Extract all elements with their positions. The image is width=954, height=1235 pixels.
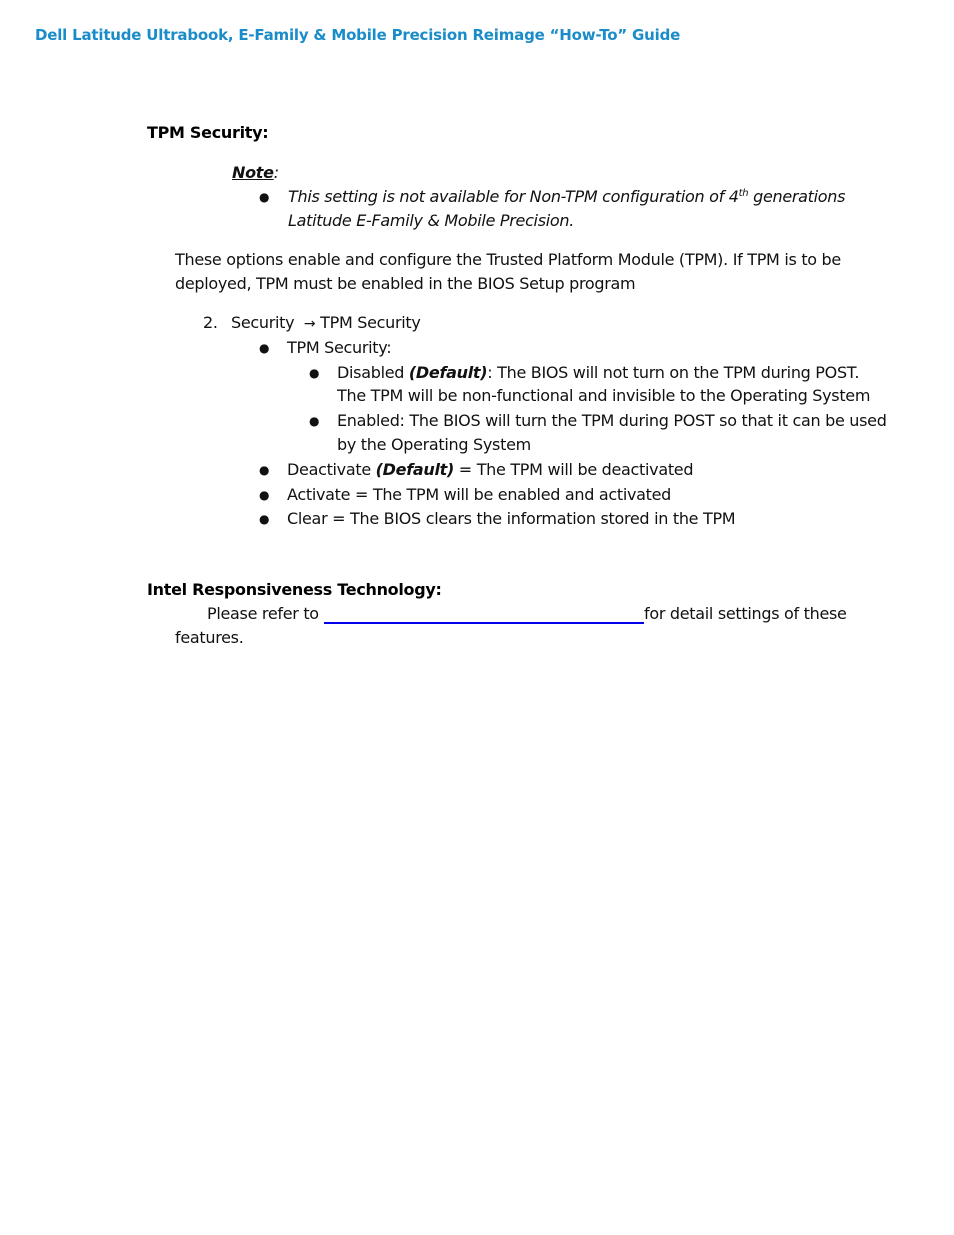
step-tpm-security: TPM Security — [320, 313, 421, 332]
refer-text-line2: features. — [175, 628, 244, 647]
note-text-sup: th — [738, 188, 749, 199]
step-number: 2. — [203, 313, 218, 332]
bullet-icon: ● — [259, 341, 270, 355]
note-text-line1 — [288, 185, 845, 209]
list-item-disabled-line2: The TPM will be non-functional and invisible to the Operating System — [337, 386, 871, 405]
note-colon: : — [273, 163, 279, 182]
disabled-label: Disabled — [337, 363, 409, 382]
step-path — [231, 311, 421, 336]
deactivate-text: = The TPM will be deactivated — [454, 460, 694, 479]
tpm-security-heading: TPM Security: — [147, 123, 269, 142]
refer-text-a: Please refer to — [207, 604, 319, 623]
bullet-icon: ● — [259, 190, 270, 204]
list-item-enabled-line2: by the Operating System — [337, 435, 531, 454]
disabled-text: : The BIOS will not turn on the TPM during POST. — [487, 363, 860, 382]
refer-text-b: for detail settings of these — [644, 604, 847, 623]
intro-paragraph-line2: deployed, TPM must be enabled in the BIOS Setup program — [175, 274, 636, 293]
intel-responsiveness-heading: Intel Responsiveness Technology: — [147, 580, 442, 599]
reference-link[interactable] — [324, 622, 644, 624]
list-item-deactivate — [287, 458, 693, 482]
note-text-line2: Latitude E-Family & Mobile Precision. — [288, 211, 575, 230]
intro-paragraph-line1: These options enable and configure the Trusted Platform Module (TPM). If TPM is to be — [175, 250, 841, 269]
document-header-title: Dell Latitude Ultrabook, E-Family & Mobile Precision Reimage “How-To” Guide — [35, 26, 681, 44]
bullet-icon: ● — [309, 414, 320, 428]
list-item-enabled: Enabled: The BIOS will turn the TPM during POST so that it can be used — [337, 411, 887, 430]
list-item-clear: Clear = The BIOS clears the information stored in the TPM — [287, 509, 736, 528]
bullet-icon: ● — [309, 366, 320, 380]
bullet-icon: ● — [259, 463, 270, 477]
step-security: Security — [231, 313, 295, 332]
bullet-icon: ● — [259, 512, 270, 526]
list-item-tpm-security: TPM Security: — [287, 338, 392, 357]
bullet-icon: ● — [259, 488, 270, 502]
deactivate-label: Deactivate — [287, 460, 376, 479]
note-text-b: generations — [748, 187, 846, 206]
note-label: Note — [232, 163, 274, 182]
disabled-default: (Default) — [408, 363, 488, 382]
deactivate-default: (Default) — [375, 460, 455, 479]
list-item-activate: Activate = The TPM will be enabled and activated — [287, 485, 672, 504]
note-text-a: This setting is not available for Non-TPM configuration of 4 — [288, 187, 739, 206]
note-label-line — [232, 161, 279, 185]
arrow-right-icon: → — [303, 316, 316, 332]
list-item-disabled — [337, 361, 859, 385]
